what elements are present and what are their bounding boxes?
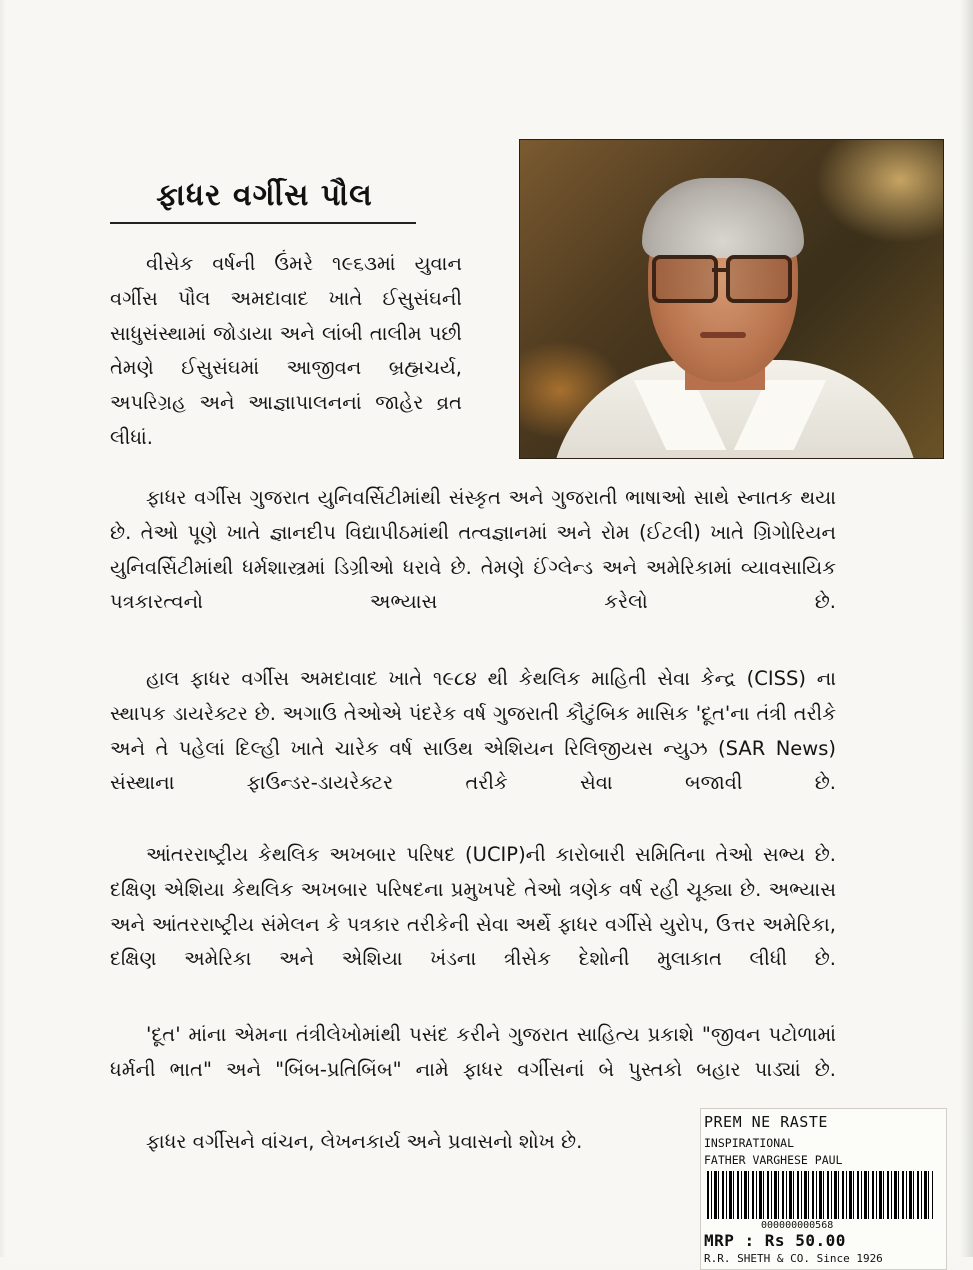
- bio-paragraph-3: [110, 662, 836, 801]
- bio-paragraph-6: [110, 1125, 695, 1160]
- photo-mouth: [700, 332, 746, 338]
- glasses-left-lens: [652, 255, 718, 303]
- price-sticker: [700, 1108, 947, 1270]
- bio-paragraph-4: [110, 838, 836, 977]
- bio-paragraph-5: [110, 1018, 836, 1088]
- glasses-right-lens: [726, 255, 792, 303]
- bio-paragraph-4-text: આંતરરાષ્ટ્રીય કેથલિક અખબાર પરિષદ (UCIP)ની કારોબારી સમિતિના તેઓ સભ્ય છે. દક્ષિણ એશિયા કેથલિક અખબાર પરિષદના પ્રમુખપદે તેઓ ત્રણેક વર્ષ રહી ચૂક્યા છે. અભ્યાસ અને આંતરરાષ્ટ્રીય સંમેલન કે પત્રકાર તરીકેની સેવા અર્થે ફાધર વર્ગીસે યુરોપ, ઉત્તર અમેરિકા, દક્ષિણ અમેરિકા અને એશિયા ખંડના ત્રીસેક દેશોની મુલાકાત લીધી છે.: [110, 843, 836, 971]
- title-underline: [110, 222, 416, 224]
- bio-paragraph-6-text: ફાધર વર્ગીસને વાંચન, લેખનકાર્ય અને પ્રવાસનો શોખ છે.: [146, 1130, 583, 1153]
- sticker-book-title: PREM NE RASTE: [704, 1113, 828, 1131]
- photo-hair: [642, 178, 804, 258]
- bio-paragraph-2: [110, 481, 836, 620]
- barcode-number: 000000000568: [761, 1220, 834, 1231]
- barcode: [707, 1171, 933, 1219]
- author-photo: [519, 139, 944, 459]
- sticker-mrp: MRP : Rs 50.00: [704, 1231, 846, 1250]
- author-title: ફાધર વર્ગીસ પૌલ: [156, 178, 373, 213]
- bio-paragraph-5-text: 'દૂત' માંના એમના તંત્રીલેખોમાંથી પસંદ કરીને ગુજરાત સાહિત્ય પ્રકાશે "જીવન પટોળામાં ધર્મની ભાત" અને "બિંબ-પ્રતિબિંબ" નામે ફાધર વર્ગીસનાં બે પુસ્તકો બહાર પાડ્યાં છે.: [110, 1023, 836, 1081]
- sticker-author: FATHER VARGHESE PAUL: [704, 1153, 843, 1167]
- bio-paragraph-2-text: ફાધર વર્ગીસ ગુજરાત યુનિવર્સિટીમાંથી સંસ્કૃત અને ગુજરાતી ભાષાઓ સાથે સ્નાતક થયા છે. તેઓ પૂણે ખાતે જ્ઞાનદીપ વિદ્યાપીઠમાંથી તત્વજ્ઞાનમાં અને રોમ (ઈટલી) ખાતે ગ્રિગોરિયન યુનિવર્સિટીમાંથી ધર્મશાસ્ત્રમાં ડિગ્રીઓ ધરાવે છે. તેમણે ઈંગ્લેન્ડ અને અમેરિકામાં વ્યાવસાયિક પત્રકારત્વનો અભ્યાસ કરેલો છે.: [110, 486, 836, 614]
- sticker-category: INSPIRATIONAL: [704, 1136, 795, 1150]
- glasses-bridge: [712, 268, 728, 272]
- sticker-publisher: R.R. SHETH & CO. Since 1926: [704, 1252, 883, 1265]
- bio-paragraph-3-text: હાલ ફાધર વર્ગીસ અમદાવાદ ખાતે ૧૯૮૪ થી કેથલિક માહિતી સેવા કેન્દ્ર (CISS) ના સ્થાપક ડાયરેક્ટર છે. અગાઉ તેઓએ પંદરેક વર્ષ ગુજરાતી કૌટુંબિક માસિક 'દૂત'ના તંત્રી તરીકે અને તે પહેલાં દિલ્હી ખાતે ચારેક વર્ષ સાઉથ એશિયન રિલિજીયસ ન્યુઝ (SAR News) સંસ્થાના ફાઉન્ડર-ડાયરેક્ટર તરીકે સેવા બજાવી છે.: [110, 667, 836, 795]
- bio-paragraph-1-text: વીસેક વર્ષની ઉંમરે ૧૯૬૩માં યુવાન વર્ગીસ પૌલ અમદાવાદ ખાતે ઈસુસંઘની સાધુસંસ્થામાં જોડાયા અને લાંબી તાલીમ પછી તેમણે ઈસુસંઘમાં આજીવન બ્રહ્મચર્ય, અપરિગ્રહ અને આજ્ઞાપાલનનાં જાહેર વ્રત લીધાં.: [110, 252, 462, 449]
- bio-paragraph-1: [110, 247, 462, 456]
